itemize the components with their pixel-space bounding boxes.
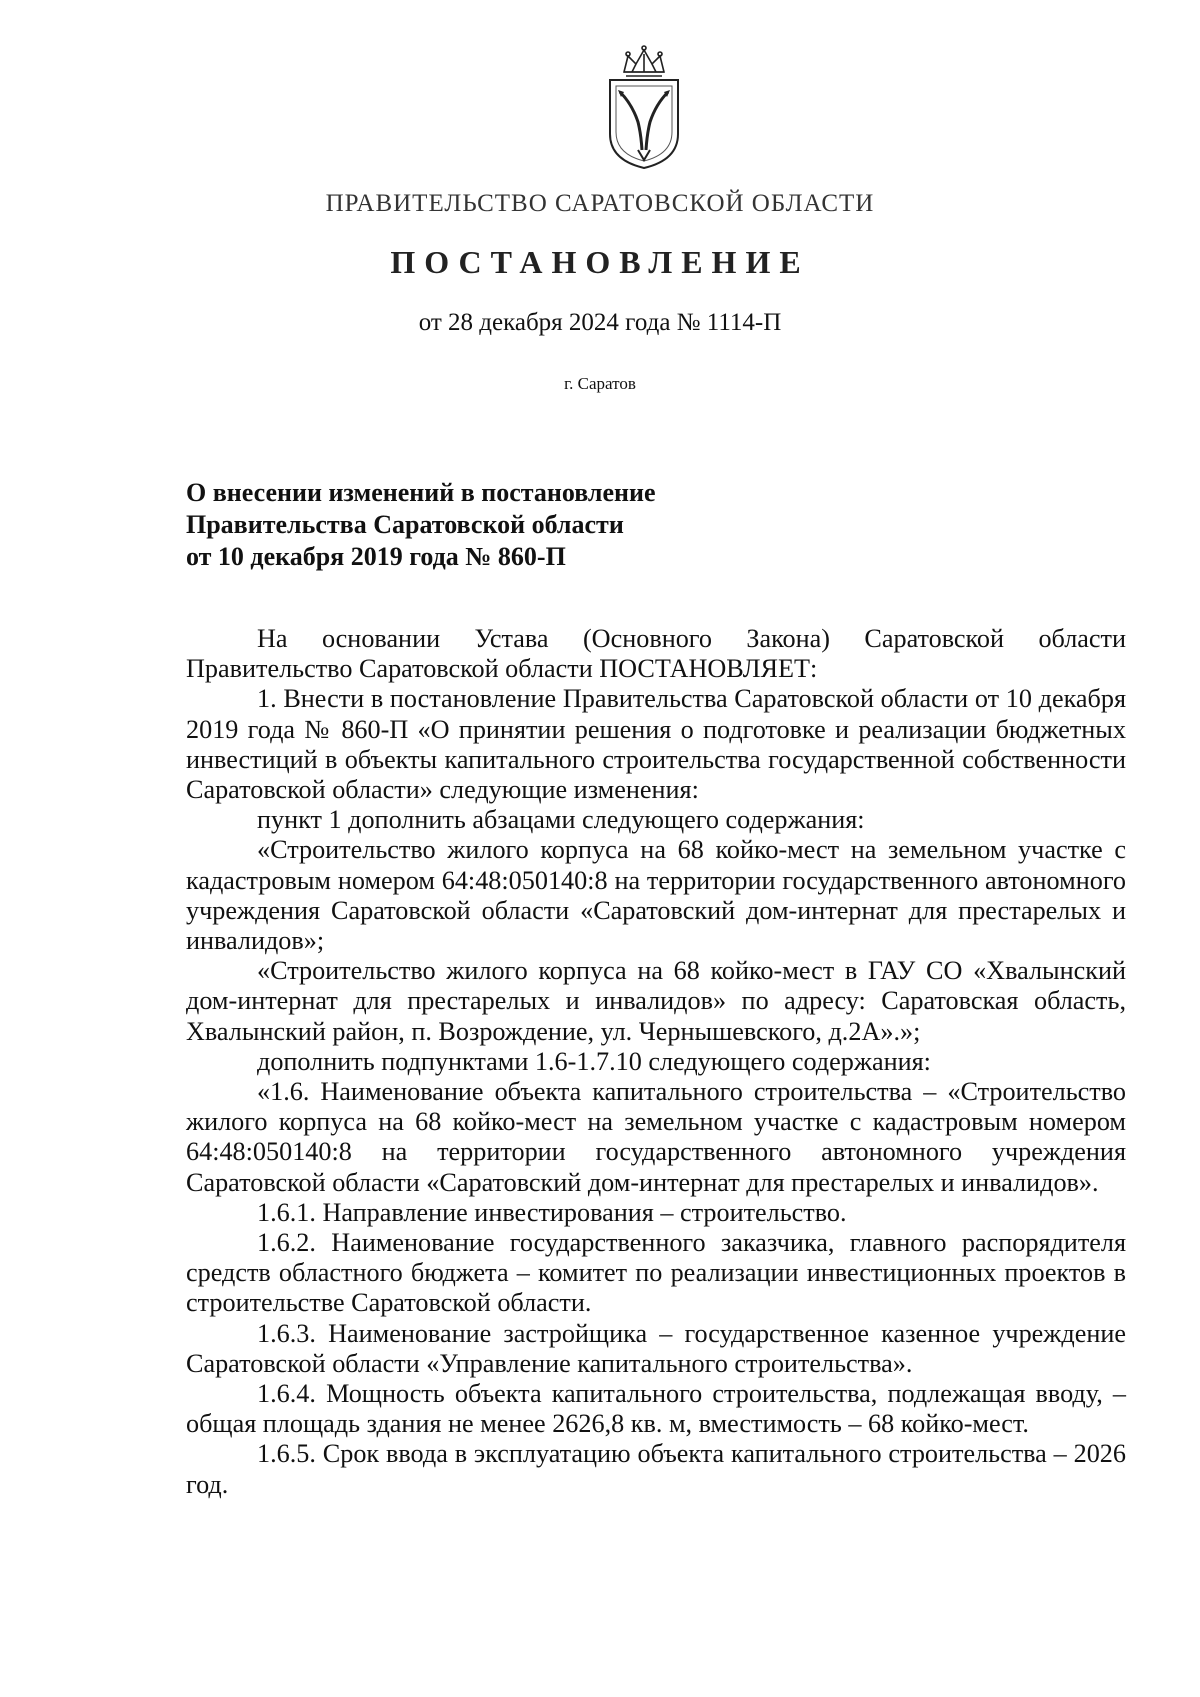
subject-line-1: О внесении изменений в постановление bbox=[186, 478, 656, 507]
organization-name: ПРАВИТЕЛЬСТВО САРАТОВСКОЙ ОБЛАСТИ bbox=[325, 190, 875, 217]
paragraph-item-1: 1. Внести в постановление Правительства Саратовской области от 10 декабря 2019 года № 860-П «О принятии решения о подготовке и реализации бюджетных инвестиций в объекты капитального строительства государственной собственности Саратовской области» следующие изменения: bbox=[186, 684, 1126, 805]
paragraph-1-6-5: 1.6.5. Срок ввода в эксплуатацию объекта капитального строительства – 2026 год. bbox=[186, 1439, 1126, 1499]
subject-line-3: от 10 декабря 2019 года № 860-П bbox=[186, 542, 566, 571]
document-body bbox=[186, 624, 1126, 1500]
document-date-number: от 28 декабря 2024 года № 1114-П bbox=[418, 309, 782, 336]
document-subject bbox=[186, 477, 786, 573]
subject-line-2: Правительства Саратовской области bbox=[186, 510, 624, 539]
paragraph-point-1-intro: пункт 1 дополнить абзацами следующего содержания: bbox=[257, 805, 865, 835]
paragraph-quote-khvalynsk: «Строительство жилого корпуса на 68 койко-мест в ГАУ СО «Хвалынский дом-интернат для престарелых и инвалидов» по адресу: Саратовская область, Хвалынский район, п. Возрождение, ул. Чернышевского, д.2А».»; bbox=[186, 956, 1126, 1046]
document-type: ПОСТАНОВЛЕНИЕ bbox=[390, 244, 810, 280]
paragraph-quote-saratov: «Строительство жилого корпуса на 68 койко-мест на земельном участке с кадастровым номером 64:48:050140:8 на территории государственного автономного учреждения Саратовской области «Саратовский дом-интернат для престарелых и инвалидов»; bbox=[186, 835, 1126, 956]
paragraph-1-6-3: 1.6.3. Наименование застройщика – государственное казенное учреждение Саратовской области «Управление капитального строительства». bbox=[186, 1318, 1126, 1378]
paragraph-1-6-4: 1.6.4. Мощность объекта капитального строительства, подлежащая вводу, – общая площадь здания не менее 2626,8 кв. м, вместимость – 68 койко-мест. bbox=[186, 1379, 1126, 1439]
document-city: г. Саратов bbox=[564, 374, 636, 393]
paragraph-1-6: «1.6. Наименование объекта капитального строительства – «Строительство жилого корпуса на 68 койко-мест на земельном участке с кадастровым номером 64:48:050140:8 на территории государственного автономного учреждения Саратовской области «Саратовский дом-интернат для престарелых и инвалидов». bbox=[186, 1077, 1126, 1197]
coat-of-arms-icon bbox=[598, 42, 690, 172]
paragraph-subpoints-intro: дополнить подпунктами 1.6-1.7.10 следующего содержания: bbox=[257, 1046, 931, 1076]
paragraph-1-6-2: 1.6.2. Наименование государственного заказчика, главного распорядителя средств областного бюджета – комитет по реализации инвестиционных проектов в строительстве Саратовской области. bbox=[186, 1228, 1126, 1318]
paragraph-preamble: На основании Устава (Основного Закона) Саратовской области Правительство Саратовской области ПОСТАНОВЛЯЕТ: bbox=[186, 624, 1126, 684]
paragraph-1-6-1: 1.6.1. Направление инвестирования – строительство. bbox=[257, 1197, 847, 1227]
